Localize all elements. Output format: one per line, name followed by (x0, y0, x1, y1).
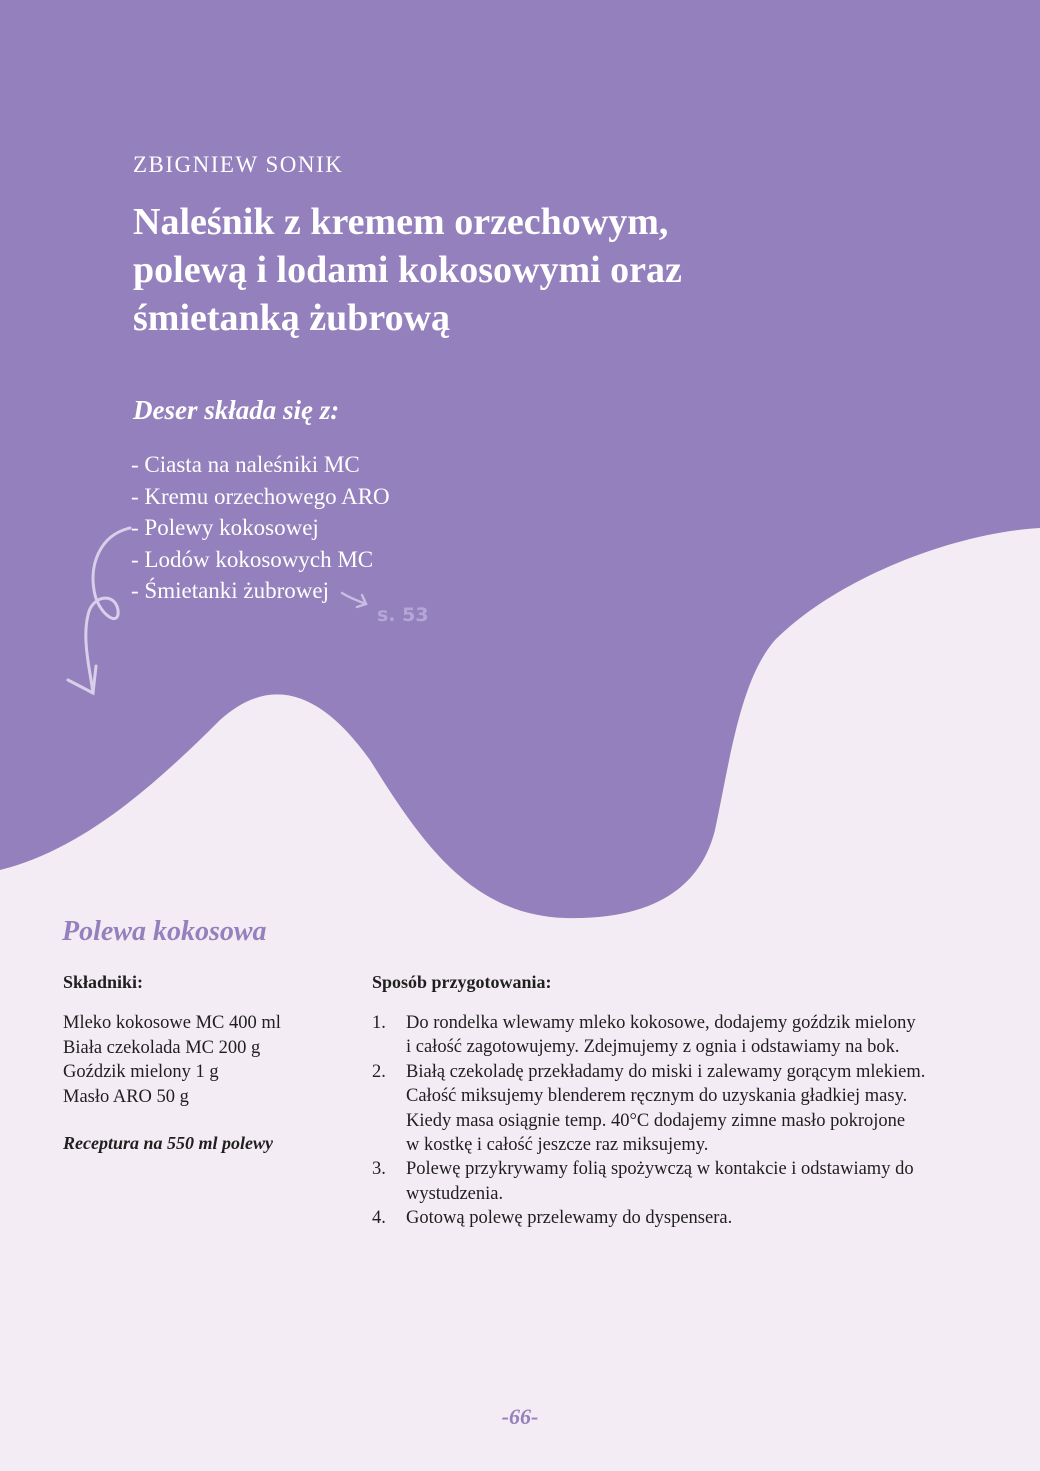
component-item: - Lodów kokosowych MC (131, 546, 374, 572)
ingredient-item: Biała czekolada MC 200 g (63, 1037, 261, 1058)
title-line: Naleśnik z kremem orzechowym, (133, 201, 669, 243)
method-heading: Sposób przygotowania: (372, 972, 552, 992)
component-item: - Kremu orzechowego ARO (131, 483, 390, 509)
step-line: Całość miksujemy blenderem ręcznym do uzyskania gładkiej masy. (406, 1086, 908, 1107)
method-step (372, 1060, 972, 1158)
component-item: - Ciasta na naleśniki MC (131, 452, 360, 477)
author-name: ZBIGNIEW SONIK (133, 152, 344, 177)
step-line: Kiedy masa osiągnie temp. 40°C dodajemy zimne masło pokrojone (406, 1110, 906, 1131)
ingredient-item: Masło ARO 50 g (63, 1086, 189, 1107)
recipe-section-title: Polewa kokosowa (62, 916, 267, 947)
step-number: 1. (372, 1013, 386, 1033)
step-number: 2. (372, 1061, 386, 1082)
ingredient-item: Mleko kokosowe MC 400 ml (63, 1013, 281, 1033)
page-reference: s. 53 (377, 604, 429, 626)
step-line: wystudzenia. (406, 1183, 504, 1204)
components-heading: Deser składa się z: (133, 395, 340, 425)
step-line: i całość zagotowujemy. Zdejmujemy z ognia i odstawiamy na bok. (406, 1037, 900, 1058)
component-item: - Polewy kokosowej (131, 515, 319, 540)
step-line: Polewę przykrywamy folią spożywczą w kontakcie i odstawiamy do (406, 1159, 914, 1180)
component-item: - Śmietanki żubrowej (131, 578, 330, 603)
ingredients-list (63, 1011, 281, 1109)
title-line: śmietanką żubrową (133, 297, 451, 339)
step-line: Gotową polewę przelewamy do dyspensera. (406, 1208, 733, 1229)
page-number: -66- (501, 1404, 539, 1429)
components-list (131, 449, 390, 607)
ingredient-item: Goździk mielony 1 g (63, 1062, 219, 1082)
step-line: Do rondelka wlewamy mleko kokosowe, dodajemy goździk mielony (406, 1013, 916, 1033)
method-steps (372, 1011, 972, 1231)
method-step (372, 1011, 972, 1060)
step-number: 3. (372, 1159, 386, 1180)
step-line: Białą czekoladę przekładamy do miski i zalewamy gorącym mlekiem. (406, 1061, 926, 1082)
step-number: 4. (372, 1208, 386, 1229)
title-line: polewą i lodami kokosowymi oraz (133, 249, 682, 291)
recipe-main-title (133, 198, 853, 342)
recipe-yield: Receptura na 550 ml polewy (63, 1133, 273, 1153)
ingredients-heading: Składniki: (63, 972, 144, 992)
step-line: w kostkę i całość jeszcze raz miksujemy. (406, 1135, 709, 1156)
method-step (372, 1157, 972, 1206)
method-step (372, 1206, 972, 1230)
